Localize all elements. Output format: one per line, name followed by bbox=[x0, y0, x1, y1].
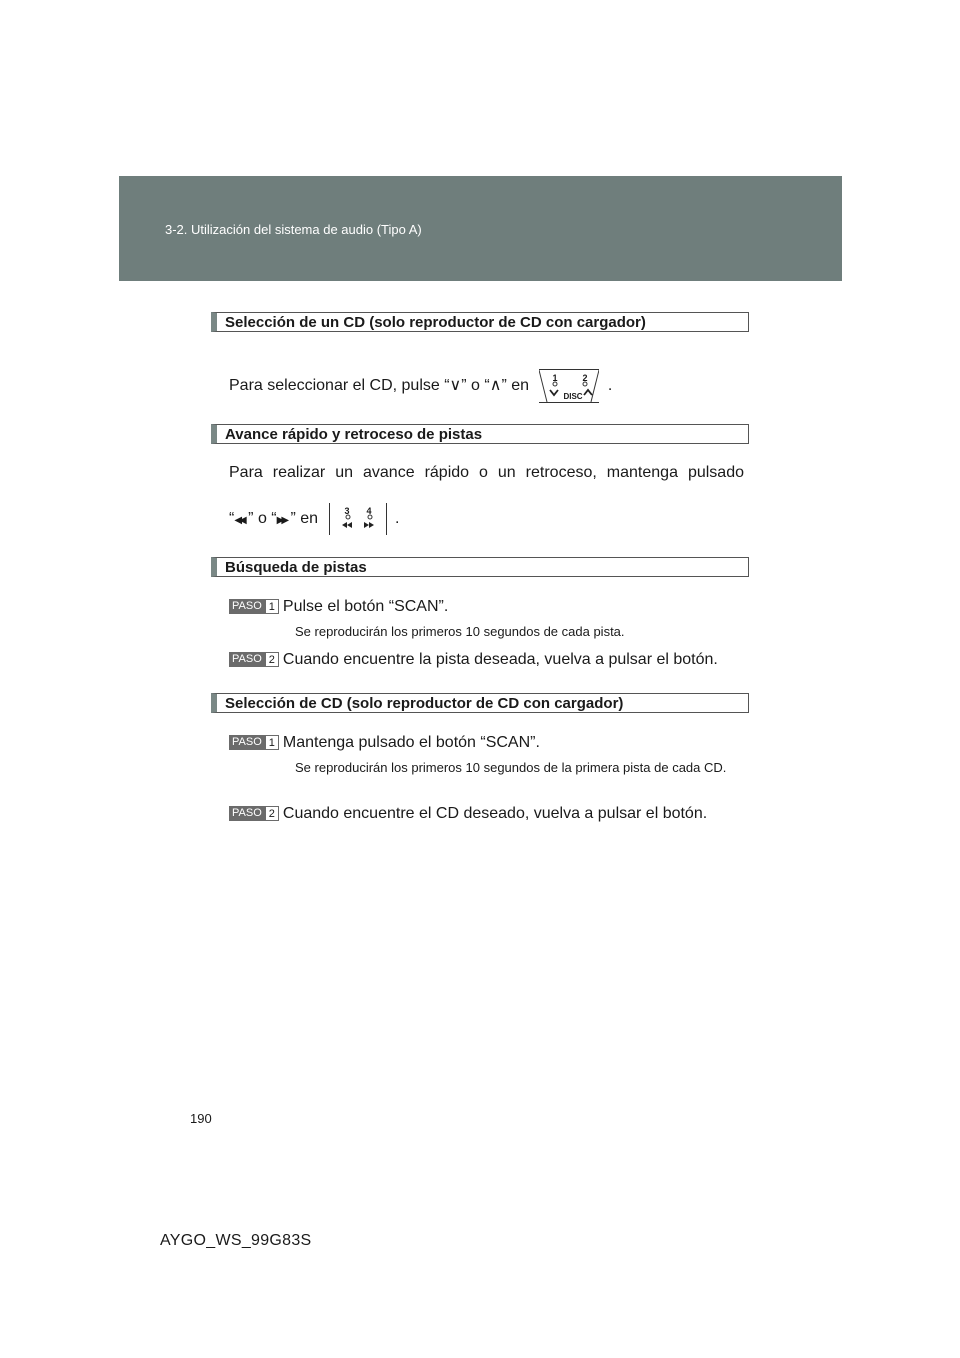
down-chevron-symbol: ∨ bbox=[449, 377, 462, 395]
text-fragment: ” o “ bbox=[248, 510, 277, 528]
step-text: Cuando encuentre la pista deseada, vuelva a pulsar el botón. bbox=[282, 651, 718, 668]
step-badge bbox=[229, 652, 279, 667]
step-note: Se reproducirán los primeros 10 segundos de la primera pista de cada CD. bbox=[295, 760, 727, 775]
track-seek-button-icon bbox=[329, 503, 387, 535]
cd-select-instruction bbox=[229, 369, 612, 403]
text-fragment: ” en bbox=[501, 377, 530, 395]
text-fragment: . bbox=[394, 510, 400, 528]
step-item bbox=[229, 597, 448, 617]
disc-button-icon bbox=[539, 369, 599, 403]
button-label-4: 4 bbox=[366, 506, 372, 516]
section-title-track-search bbox=[211, 557, 749, 577]
text-fragment: . bbox=[607, 377, 613, 395]
step-word: PASO bbox=[229, 735, 265, 750]
section-title-text: Avance rápido y retroceso de pistas bbox=[225, 426, 483, 443]
section-title-fast-forward bbox=[211, 424, 749, 444]
step-number: 1 bbox=[265, 735, 279, 750]
step-word: PASO bbox=[229, 806, 265, 821]
step-item bbox=[229, 804, 707, 824]
button-label-3: 3 bbox=[344, 506, 350, 516]
section-title-text: Selección de un CD (solo reproductor de CD con cargador) bbox=[225, 314, 646, 331]
breadcrumb: 3-2. Utilización del sistema de audio (Tipo A) bbox=[165, 222, 422, 237]
step-item bbox=[229, 733, 540, 753]
fast-forward-icon: ▶▶ bbox=[276, 515, 287, 527]
step-item bbox=[229, 650, 718, 670]
text-fragment: ” o “ bbox=[461, 377, 490, 395]
step-text: Mantenga pulsado el botón “SCAN”. bbox=[282, 734, 540, 751]
up-chevron-symbol: ∧ bbox=[489, 377, 502, 395]
step-note: Se reproducirán los primeros 10 segundos de cada pista. bbox=[295, 624, 625, 639]
section-title-cd-scan bbox=[211, 693, 749, 713]
step-badge bbox=[229, 735, 279, 750]
fast-forward-instruction: Para realizar un avance rápido o un retroceso, mantenga pulsado bbox=[229, 464, 744, 481]
section-title-text: Búsqueda de pistas bbox=[225, 559, 367, 576]
rewind-icon: ◀◀ bbox=[234, 515, 244, 527]
text-fragment: “ bbox=[229, 510, 235, 528]
button-label-disc: DISC bbox=[563, 392, 583, 401]
step-number: 2 bbox=[265, 652, 279, 667]
header-band bbox=[119, 176, 842, 281]
step-badge bbox=[229, 599, 279, 614]
step-badge bbox=[229, 806, 279, 821]
step-word: PASO bbox=[229, 652, 265, 667]
fast-forward-instruction-line2 bbox=[229, 503, 399, 535]
text-fragment: Para seleccionar el CD, pulse “ bbox=[229, 377, 450, 395]
section-title-cd-select bbox=[211, 312, 749, 332]
document-code: AYGO_WS_99G83S bbox=[160, 1232, 312, 1249]
step-text: Pulse el botón “SCAN”. bbox=[282, 598, 449, 615]
step-word: PASO bbox=[229, 599, 265, 614]
step-number: 2 bbox=[265, 806, 279, 821]
page-number: 190 bbox=[190, 1111, 212, 1126]
button-label-1: 1 bbox=[552, 373, 558, 383]
step-number: 1 bbox=[265, 599, 279, 614]
section-title-text: Selección de CD (solo reproductor de CD con cargador) bbox=[225, 695, 624, 712]
text-fragment: ” en bbox=[290, 510, 319, 528]
step-text: Cuando encuentre el CD deseado, vuelva a pulsar el botón. bbox=[282, 805, 708, 822]
button-label-2: 2 bbox=[582, 373, 588, 383]
